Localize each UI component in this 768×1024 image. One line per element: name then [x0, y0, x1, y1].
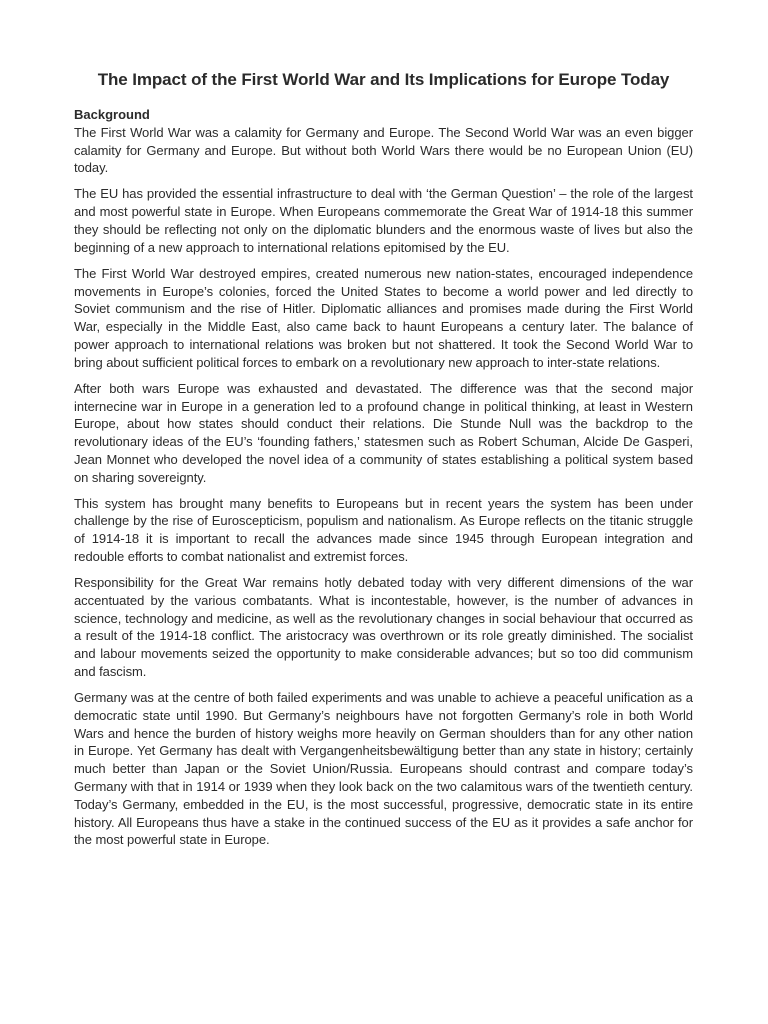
paragraph-5: This system has brought many benefits to Europeans but in recent years the system has been under challenge by the rise of Euroscepticism, populism and nationalism. As Europe reflects on the titanic struggle of 1914-18 it is important to recall the advances made since 1945 through European integration and redouble efforts to combat nationalist and extremist forces.: [74, 495, 693, 565]
paragraph-3: The First World War destroyed empires, created numerous new nation-states, encouraged independence movements in Europe’s colonies, forced the United States to become a world power and led directly to Soviet communism and the rise of Hitler. Diplomatic alliances and promises made during the First World War, especially in the Middle East, also came back to haunt Europeans a century later. The balance of power approach to international relations was broken but not shattered. It took the Second World War to bring about sufficient political forces to embark on a revolutionary new approach to inter-state relations.: [74, 265, 693, 370]
paragraph-4: After both wars Europe was exhausted and devastated. The difference was that the second major internecine war in Europe in a generation led to a profound change in political thinking, at least in Western Europe, about how states should conduct their relations. Die Stunde Null was the backdrop to the revolutionary ideas of the EU’s ‘founding fathers,’ statesmen such as Robert Schuman, Alcide De Gasperi, Jean Monnet who developed the novel idea of a community of states establishing a political system based on sharing sovereignty.: [74, 380, 693, 485]
paragraph-1: The First World War was a calamity for Germany and Europe. The Second World War was an even bigger calamity for Germany and Europe. But without both World Wars there would be no European Union (EU) today.: [74, 124, 693, 176]
section-heading: Background: [74, 107, 150, 122]
paragraph-6: Responsibility for the Great War remains hotly debated today with very different dimensions of the war accentuated by the various combatants. What is incontestable, however, is the number of advances in science, technology and medicine, as well as the revolutionary changes in social behaviour that occurred as a result of the 1914-18 conflict. The aristocracy was overthrown or its role greatly diminished. The socialist and labour movements seized the opportunity to make considerable advances; but so too did communism and fascism.: [74, 575, 693, 680]
document-page: [74, 70, 693, 857]
document-title: The Impact of the First World War and Its Implications for Europe Today: [97, 70, 670, 89]
paragraph-7: Germany was at the centre of both failed experiments and was unable to achieve a peaceful unification as a democratic state until 1990. But Germany’s neighbours have not forgotten Germany’s role in both World Wars and hence the burden of history weighs more heavily on German shoulders than for any other nation in Europe. Yet Germany has dealt with Vergangenheitsbewältigung better than any state in history; certainly much better than Japan or the Soviet Union/Russia. Europeans should contrast and compare today’s Germany with that in 1914 or 1939 when they look back on the two calamitous wars of the twentieth century. Today’s Germany, embedded in the EU, is the most successful, progressive, democratic state in its entire history. All Europeans thus have a stake in the continued success of the EU as it provides a safe anchor for the most powerful state in Europe.: [74, 690, 693, 848]
paragraph-2: The EU has provided the essential infrastructure to deal with ‘the German Question’ – the role of the largest and most powerful state in Europe. When Europeans commemorate the Great War of 1914-18 this summer they should be reflecting not only on the diplomatic blunders and the enormous waste of lives but also the beginning of a new approach to international relations epitomised by the EU.: [74, 186, 693, 255]
